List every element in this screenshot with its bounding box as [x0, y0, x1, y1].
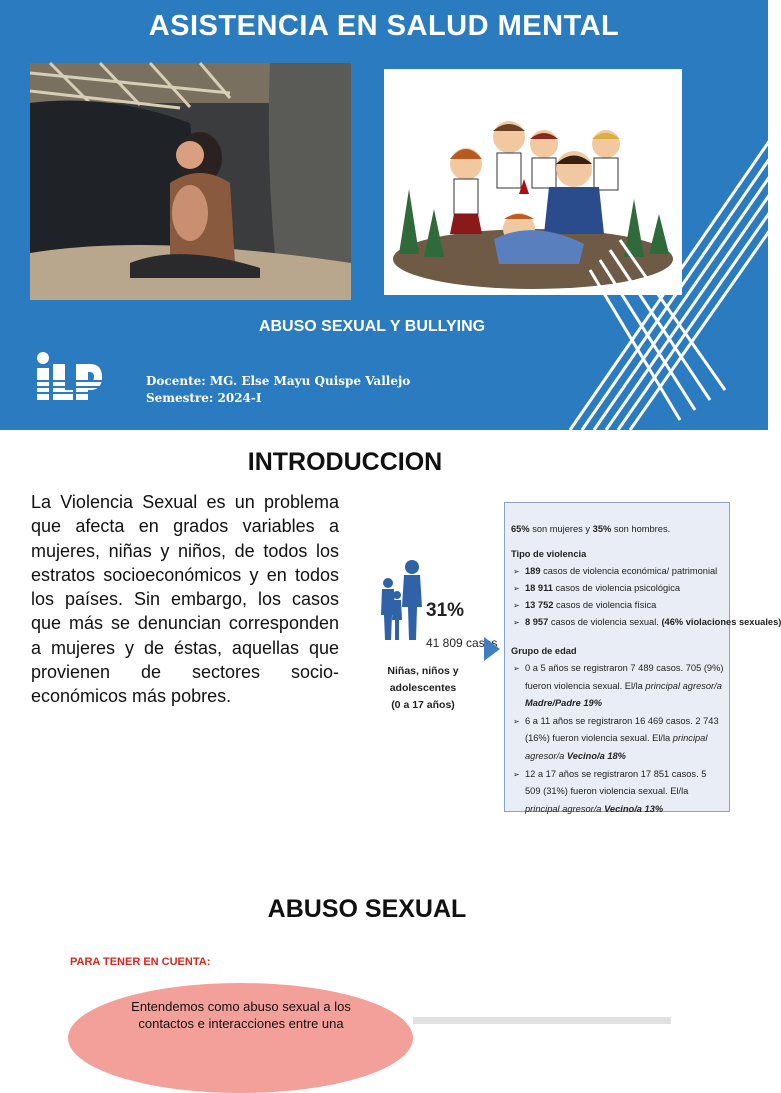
- gender-line: [511, 521, 724, 538]
- violence-type-item: [511, 614, 781, 631]
- note-label: PARA TENER EN CUENTA:: [70, 956, 211, 968]
- slide-title: ASISTENCIA EN SALUD MENTAL: [148, 10, 620, 42]
- violence-extra: (46% violaciones sexuales): [661, 617, 781, 627]
- definition-text: Entendemos como abuso sexual a los contactos e interacciones entre una: [131, 999, 351, 1031]
- age-group-aggressor: Vecino/a 18%: [566, 750, 626, 761]
- violence-count: 18 911: [525, 583, 553, 593]
- age-group-aggressor: Madre/Padre 19%: [525, 698, 602, 709]
- figure-label-line1: Niñas, niños y adolescentes: [387, 665, 459, 694]
- gender-text1: son mujeres y: [529, 524, 593, 534]
- age-group-aggressor-label: principal agresor/a: [525, 733, 708, 761]
- men-pct: 35%: [592, 524, 612, 534]
- age-group-aggressor-label: principal agresor/a: [525, 803, 605, 814]
- age-group-text: 12 a 17 años se registraron 17 851 casos. 5 509 (31%) fueron violencia sexual. El/la: [525, 768, 707, 797]
- figure-label-line2: (0 a 17 años): [391, 699, 455, 711]
- violence-desc: casos de violencia física: [553, 600, 657, 610]
- introduction-heading: INTRODUCCION: [247, 448, 443, 476]
- statistics-box: [504, 502, 781, 814]
- ilp-logo: [34, 350, 104, 402]
- violence-type-item: [511, 580, 724, 597]
- age-group-text: 0 a 5 años se registraron 7 489 casos. 705 (9%) fueron violencia sexual. El/la: [525, 663, 724, 691]
- grey-bar: [413, 1017, 671, 1024]
- cover-slide: [0, 0, 768, 430]
- violence-desc: casos de violencia sexual.: [548, 617, 662, 627]
- figure-percent: 31%: [426, 600, 465, 621]
- semestre-line: Semestre: 2024-I: [146, 391, 262, 405]
- violence-count: 8 957: [525, 617, 549, 627]
- introduction-paragraph: La Violencia Sexual es un problema que afecta en grados variables a mujeres, niñas y niños, de todos los estratos socioeconómicos y en todos los países. Sin embargo, los casos que más se denuncian corresponden a mujeres y de éstas, aquellas que provienen de sectores socio-económicos más pobres.: [31, 492, 339, 707]
- gender-text2: son hombres.: [611, 524, 671, 534]
- age-group-aggressor-label: principal agresor/a: [645, 680, 722, 691]
- violence-type-item: [511, 597, 724, 614]
- violence-desc: casos de violencia económica/ patrimonial: [540, 566, 718, 576]
- presentation-subtitle: ABUSO SEXUAL Y BULLYING: [258, 318, 486, 335]
- age-group-aggressor: Vecino/a 13%: [604, 803, 664, 814]
- abuso-sexual-heading: ABUSO SEXUAL: [267, 895, 467, 923]
- decorative-stripes: [560, 130, 768, 430]
- violence-count: 13 752: [525, 600, 554, 610]
- figure-cases-number: 41 809: [426, 636, 463, 650]
- violence-type-heading: Tipo de violencia: [511, 549, 587, 559]
- docente-line: Docente: MG. Else Mayu Quispe Vallejo: [146, 374, 411, 388]
- arrow-right-icon: [484, 637, 500, 661]
- violence-count: 189: [525, 566, 541, 576]
- women-pct: 65%: [511, 524, 530, 534]
- violence-desc: casos de violencia psicológica: [552, 583, 681, 593]
- age-group-item: [511, 660, 724, 713]
- age-group-heading: Grupo de edad: [511, 646, 577, 656]
- violence-type-item: [511, 563, 724, 580]
- presenter-info: [146, 373, 410, 407]
- age-group-item: [511, 713, 724, 766]
- figure-label: [364, 663, 482, 714]
- age-group-text: 6 a 11 años se registraron 16 469 casos. 2 743 (16%) fueron violencia sexual. El/la: [525, 715, 719, 744]
- figure-cases-word: casos: [466, 636, 498, 650]
- age-group-item: [511, 766, 724, 819]
- child-photo: [30, 63, 351, 300]
